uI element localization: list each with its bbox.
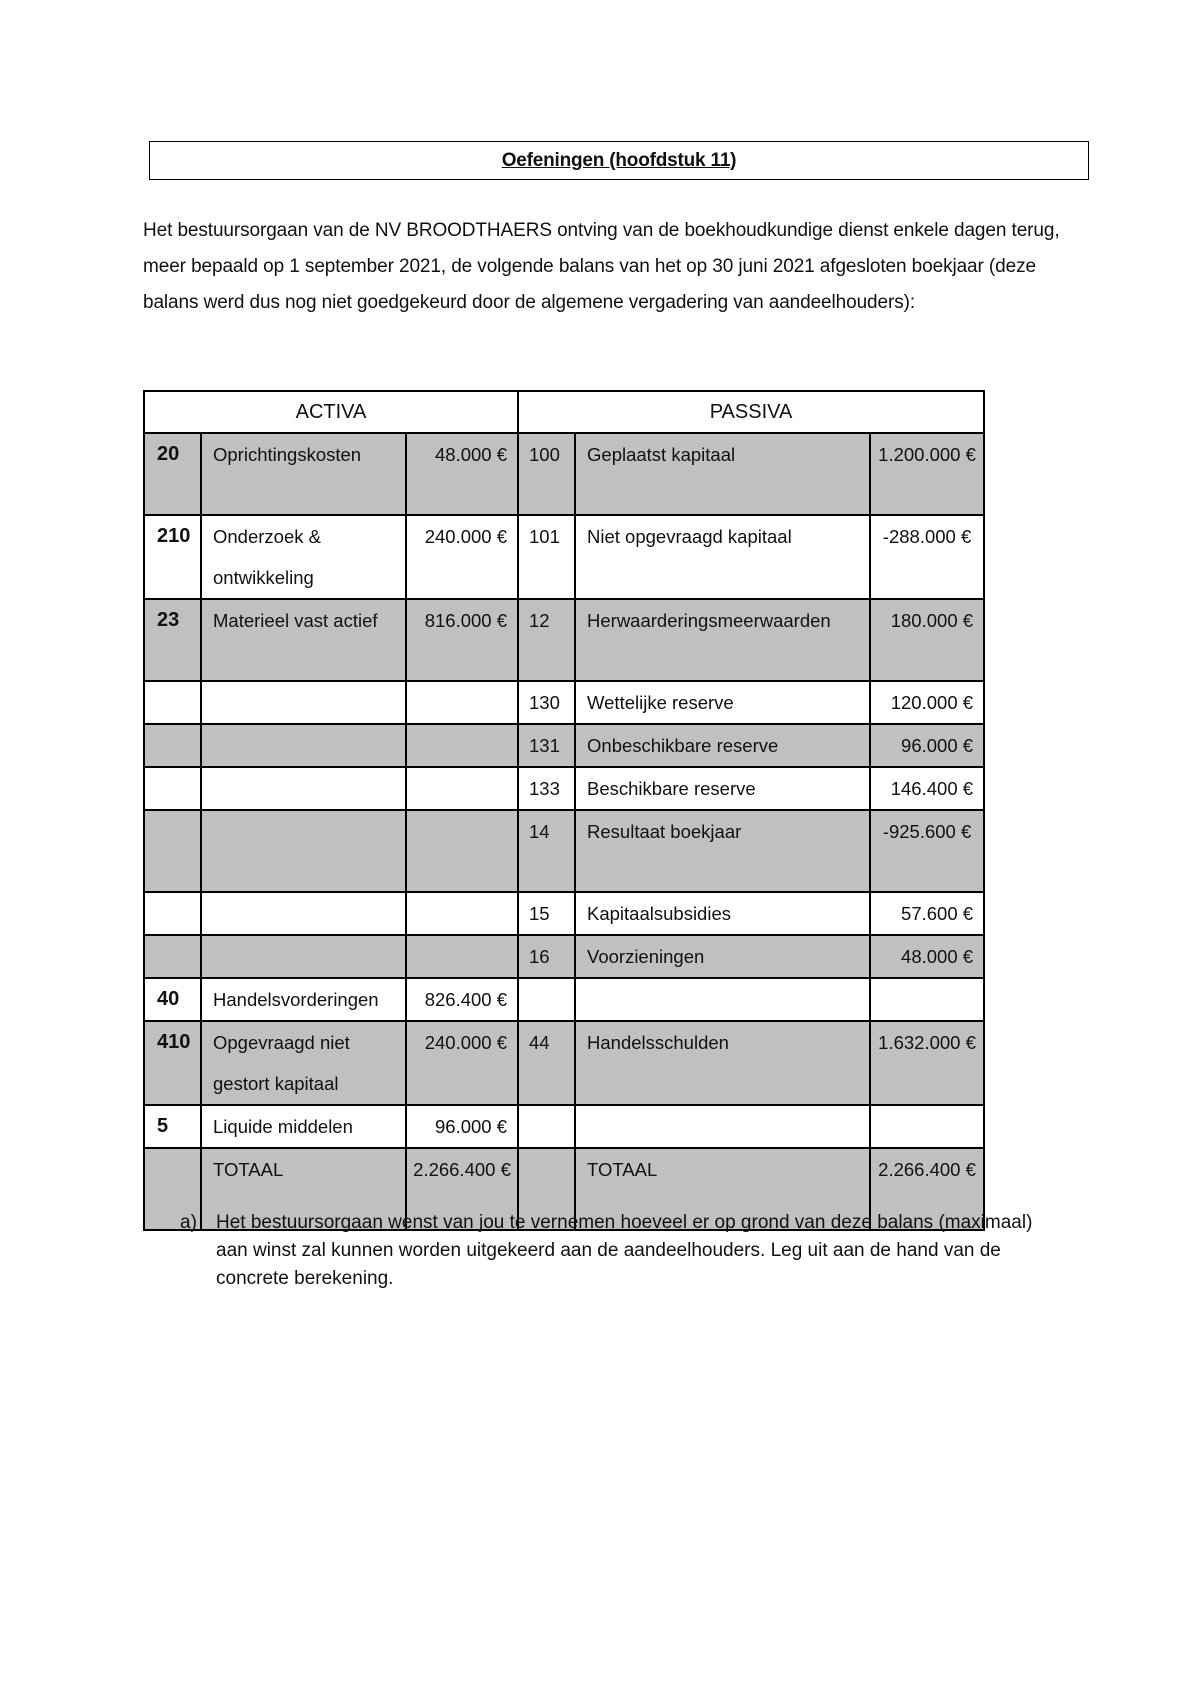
passiva-description: Herwaarderingsmeerwaarden xyxy=(575,599,870,681)
activa-header: ACTIVA xyxy=(144,391,518,433)
passiva-code: 12 xyxy=(518,599,575,681)
passiva-description: TOTAAL xyxy=(575,1148,870,1230)
passiva-code: 101 xyxy=(518,515,575,599)
passiva-code: 16 xyxy=(518,935,575,978)
activa-amount xyxy=(406,810,518,892)
table-row xyxy=(144,810,984,892)
passiva-amount: 96.000 € xyxy=(870,724,984,767)
table-header-row xyxy=(144,391,984,433)
activa-amount: 816.000 € xyxy=(406,599,518,681)
passiva-code xyxy=(518,978,575,1021)
activa-amount: 240.000 € xyxy=(406,515,518,599)
activa-amount: 96.000 € xyxy=(406,1105,518,1148)
passiva-amount: 1.200.000 € xyxy=(870,433,984,515)
activa-description xyxy=(201,724,406,767)
passiva-description: Resultaat boekjaar xyxy=(575,810,870,892)
passiva-amount: -288.000 € xyxy=(870,515,984,599)
passiva-code: 130 xyxy=(518,681,575,724)
activa-amount xyxy=(406,767,518,810)
activa-code xyxy=(144,810,201,892)
table-row xyxy=(144,767,984,810)
passiva-header: PASSIVA xyxy=(518,391,984,433)
activa-description xyxy=(201,892,406,935)
passiva-description: Onbeschikbare reserve xyxy=(575,724,870,767)
table-row xyxy=(144,935,984,978)
activa-description: Opgevraagd niet gestort kapitaal xyxy=(201,1021,406,1105)
table-row xyxy=(144,433,984,515)
passiva-amount: 2.266.400 € xyxy=(870,1148,984,1230)
activa-code xyxy=(144,767,201,810)
passiva-code: 100 xyxy=(518,433,575,515)
table-row xyxy=(144,515,984,599)
table-row xyxy=(144,1021,984,1105)
activa-amount xyxy=(406,681,518,724)
passiva-amount: 120.000 € xyxy=(870,681,984,724)
passiva-description: Voorzieningen xyxy=(575,935,870,978)
passiva-code: 44 xyxy=(518,1021,575,1105)
activa-code xyxy=(144,681,201,724)
activa-description xyxy=(201,767,406,810)
activa-code xyxy=(144,935,201,978)
activa-code: 40 xyxy=(144,978,201,1021)
exercise-title: Oefeningen (hoofdstuk 11) xyxy=(501,149,737,171)
activa-code xyxy=(144,892,201,935)
activa-code: 23 xyxy=(144,599,201,681)
passiva-code: 15 xyxy=(518,892,575,935)
passiva-description: Geplaatst kapitaal xyxy=(575,433,870,515)
passiva-description: Beschikbare reserve xyxy=(575,767,870,810)
question-label: a) xyxy=(180,1212,197,1233)
passiva-description: Wettelijke reserve xyxy=(575,681,870,724)
activa-code: 5 xyxy=(144,1105,201,1148)
passiva-code xyxy=(518,1105,575,1148)
activa-amount xyxy=(406,892,518,935)
table-row xyxy=(144,1105,984,1148)
activa-description xyxy=(201,681,406,724)
activa-amount: 240.000 € xyxy=(406,1021,518,1105)
passiva-description xyxy=(575,1105,870,1148)
activa-code: 410 xyxy=(144,1021,201,1105)
table-row xyxy=(144,724,984,767)
activa-description: TOTAAL xyxy=(201,1148,406,1230)
activa-description xyxy=(201,935,406,978)
activa-description: Materieel vast actief xyxy=(201,599,406,681)
activa-amount: 826.400 € xyxy=(406,978,518,1021)
activa-description: Onderzoek & ontwikkeling xyxy=(201,515,406,599)
activa-code: 20 xyxy=(144,433,201,515)
table-row xyxy=(144,892,984,935)
table-row xyxy=(144,599,984,681)
table-row xyxy=(144,681,984,724)
passiva-amount: 48.000 € xyxy=(870,935,984,978)
activa-description: Handelsvorderingen xyxy=(201,978,406,1021)
activa-amount: 48.000 € xyxy=(406,433,518,515)
passiva-amount: 1.632.000 € xyxy=(870,1021,984,1105)
activa-code xyxy=(144,724,201,767)
activa-amount xyxy=(406,724,518,767)
passiva-amount xyxy=(870,1105,984,1148)
passiva-description: Niet opgevraagd kapitaal xyxy=(575,515,870,599)
question-text: Het bestuursorgaan wenst van jou te vernemen hoeveel er op grond van deze balans (maximaal) aan winst zal kunnen worden uitgekeerd aan de aandeelhouders. Leg uit aan de hand van de concrete berekening. xyxy=(216,1212,1033,1289)
passiva-code: 131 xyxy=(518,724,575,767)
activa-code: 210 xyxy=(144,515,201,599)
activa-description: Liquide middelen xyxy=(201,1105,406,1148)
activa-amount: 2.266.400 € xyxy=(406,1148,518,1230)
passiva-amount: 180.000 € xyxy=(870,599,984,681)
balance-sheet-table xyxy=(143,390,985,1231)
passiva-description xyxy=(575,978,870,1021)
exercise-title-box xyxy=(149,141,1089,180)
passiva-amount xyxy=(870,978,984,1021)
activa-description: Oprichtingskosten xyxy=(201,433,406,515)
passiva-description: Kapitaalsubsidies xyxy=(575,892,870,935)
passiva-code: 14 xyxy=(518,810,575,892)
activa-description xyxy=(201,810,406,892)
passiva-amount: 146.400 € xyxy=(870,767,984,810)
passiva-amount: -925.600 € xyxy=(870,810,984,892)
table-row xyxy=(144,978,984,1021)
passiva-amount: 57.600 € xyxy=(870,892,984,935)
intro-paragraph: Het bestuursorgaan van de NV BROODTHAERS ontving van de boekhoudkundige dienst enkele dagen terug, meer bepaald op 1 september 2021, de volgende balans van het op 30 juni 2021 afgesloten boekjaar (deze balans werd dus nog niet goedgekeurd door de algemene vergadering van aandeelhouders): xyxy=(143,220,1060,313)
question-a xyxy=(180,1209,1060,1293)
activa-amount xyxy=(406,935,518,978)
passiva-description: Handelsschulden xyxy=(575,1021,870,1105)
passiva-code: 133 xyxy=(518,767,575,810)
